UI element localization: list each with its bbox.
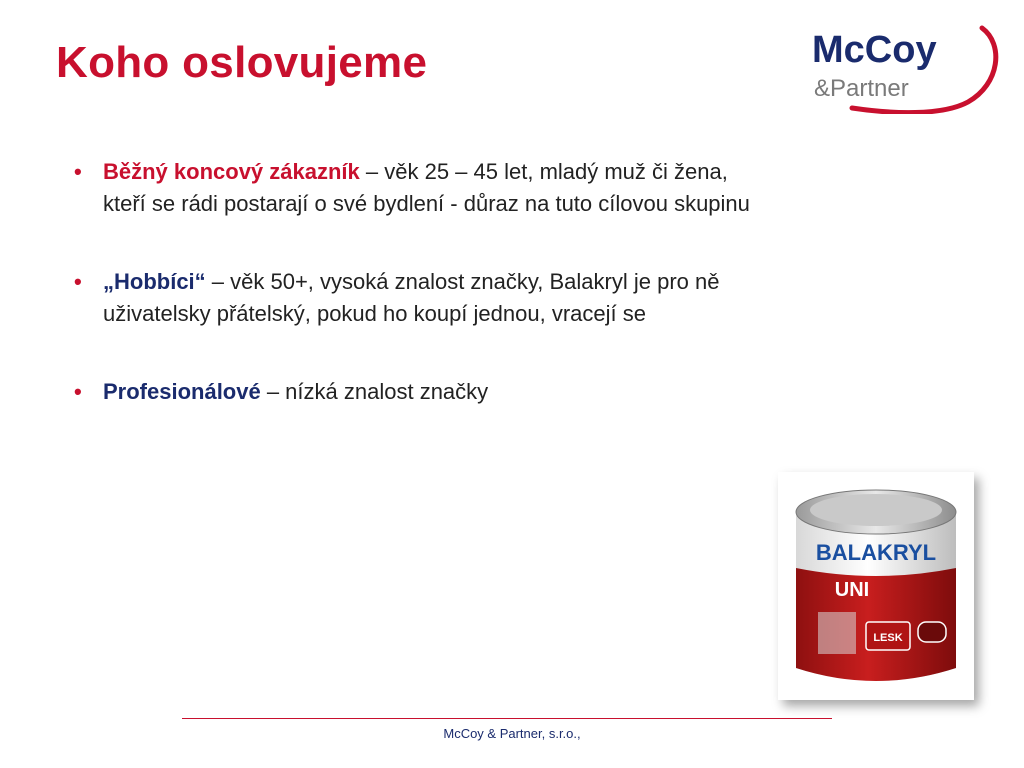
product-line: UNI bbox=[834, 579, 870, 601]
product-pattern bbox=[818, 612, 856, 654]
bullet-list bbox=[74, 156, 754, 454]
bullet-dot: • bbox=[74, 159, 82, 184]
bullet-dot: • bbox=[74, 379, 82, 404]
footer-divider bbox=[182, 718, 832, 719]
product-brand: BALAKRYL bbox=[815, 540, 937, 565]
bullet-text-professional: – nízká znalost značky bbox=[260, 379, 489, 404]
product-image-paint-can bbox=[778, 472, 974, 700]
bullet-lead-consumer: Běžný koncový zákazník bbox=[103, 159, 360, 184]
bullet-item-consumer bbox=[74, 156, 754, 220]
bullet-lead-professional: Profesionálové bbox=[103, 379, 261, 404]
logo-partner: &Partner bbox=[814, 75, 909, 102]
bullet-lead-hobby: „Hobbíci“ bbox=[103, 269, 206, 294]
slide-title: Koho oslovujeme bbox=[56, 38, 428, 87]
bullet-item-professional bbox=[74, 376, 754, 408]
footer-company: McCoy & Partner, s.r.o., bbox=[443, 726, 581, 741]
logo-name: McCoy bbox=[812, 29, 937, 71]
bullet-item-hobby bbox=[74, 266, 754, 330]
bullet-text-hobby: – věk 50+, vysoká znalost značky, Balakryl je pro ně uživatelsky přátelský, pokud ho koupí jednou, vracejí se bbox=[103, 269, 720, 326]
product-finish: LESK bbox=[873, 632, 903, 644]
mccoy-partner-logo bbox=[792, 18, 1004, 114]
bullet-text-consumer: – věk 25 – 45 let, mladý muž či žena, kteří se rádi postarají o své bydlení - důraz na tuto cílovou skupinu bbox=[103, 159, 750, 216]
bullet-dot: • bbox=[74, 269, 82, 294]
